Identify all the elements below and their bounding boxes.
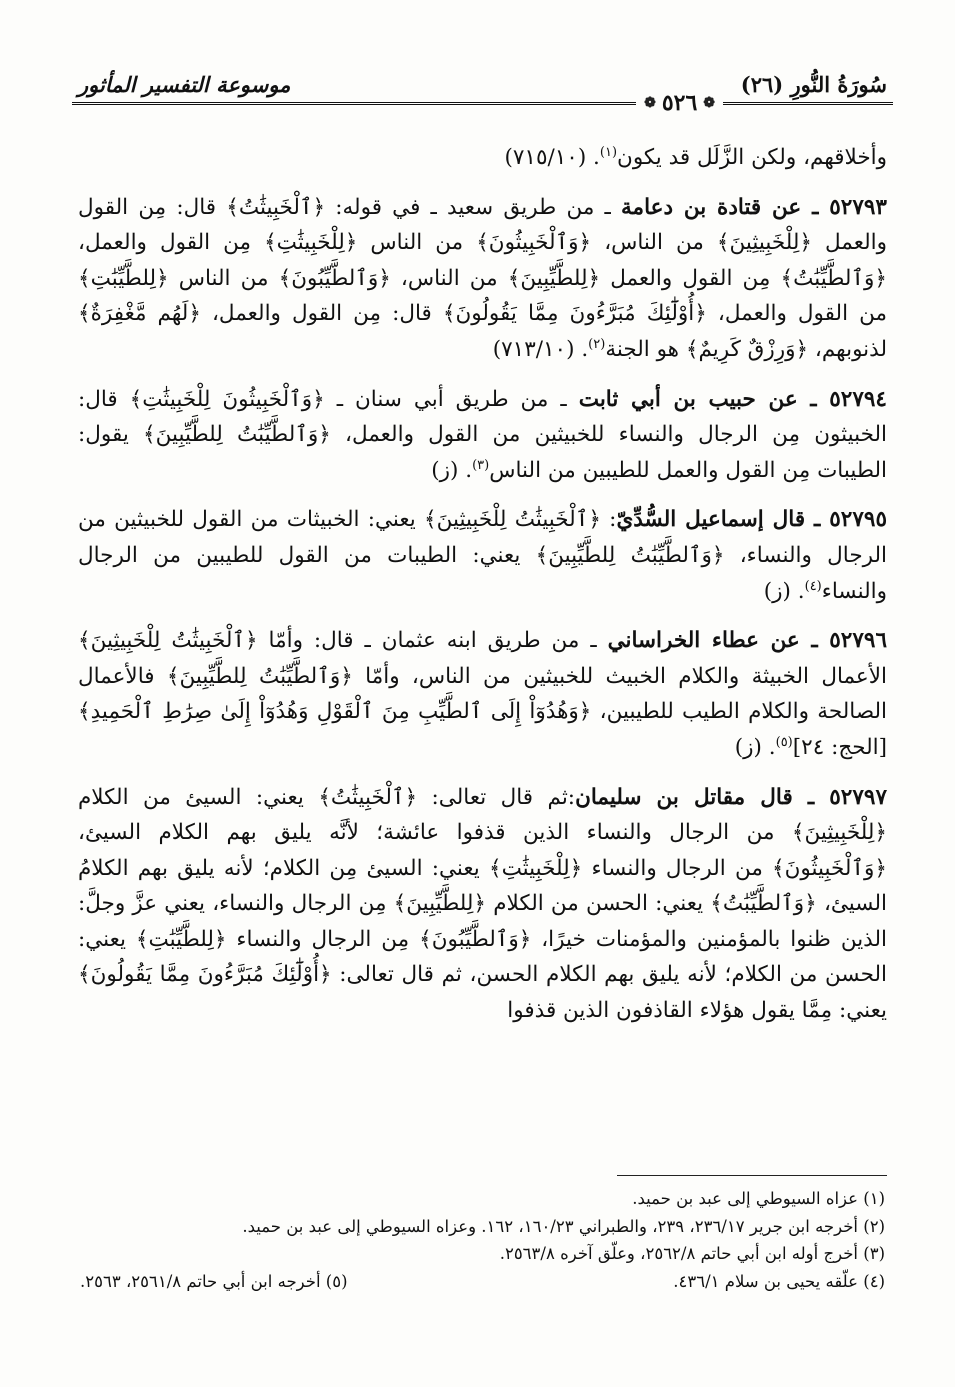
paragraph-text: ـ من طريق سعيد ـ في قوله: ﴿ٱلْخَبِيثَٰتُ﴾ قال: مِن القول والعمل ﴿لِلْخَبِيثِينَ﴾ من الناس، ﴿وَٱلْخَبِيثُونَ﴾ من الناس ﴿لِلْخَبِيثَٰتِ﴾ مِن القول والعمل، ﴿وَٱلطَّيِّبَٰتُ﴾ مِن القول والعمل ﴿لِلطَّيِّبِينَ﴾ من الناس، ﴿وَٱلطَّيِّبُونَ﴾ من الناس ﴿لِلطَّيِّبَٰتِ﴾ من القول والعمل، ﴿أُوْلَٰٓئِكَ مُبَرَّءُونَ مِمَّا يَقُولُونَ﴾ قال: مِن القول والعمل، ﴿لَهُم مَّغْفِرَةٌ﴾ لذنوبهم، ﴿وَرِزْقٌ كَرِيمٌ﴾ هو الجنة bbox=[78, 194, 887, 362]
footnote-ref[interactable]: (١) bbox=[599, 144, 618, 160]
footnote-5: (٥) أخرجه ابن أبي حاتم ٢٥٦١/٨، ٢٥٦٣. bbox=[80, 1271, 348, 1291]
narration-52794 bbox=[78, 382, 887, 489]
paragraph-text: :ثم قال تعالى: ﴿ٱلْخَبِيثَٰتُ﴾ يعني: السيئ من الكلام ﴿لِلْخَبِيثِينَ﴾ من الرجال والنساء الذين قذفوا عائشة؛ لأنَّه يليق بهم الكلام السيئ، ﴿وَٱلْخَبِيثُونَ﴾ من الرجال والنساء ﴿لِلْخَبِيثَٰتِ﴾ يعني: السيئ مِن الكلام؛ لأنه يليق بهم الكلامُ السيئ، ﴿وَٱلطَّيِّبَٰتُ﴾ يعني: الحسن من الكلام ﴿لِلطَّيِّبِينَ﴾ مِن الرجال والنساء، يعني عزَّ وجلَّ: الذين ظنوا بالمؤمنين والمؤمنات خيرًا، ﴿وَٱلطَّيِّبُونَ﴾ مِن الرجال والنساء ﴿لِلطَّيِّبَٰتِ﴾ يعني: الحسن من الكلام؛ لأنه يليق بهم الكلام الحسن، ثم قال تعالى: ﴿أُوْلَٰٓئِكَ مُبَرَّءُونَ مِمَّا يَقُولُونَ﴾ يعني: مِمَّا يقول هؤلاء القاذفون الذين قذفوا bbox=[78, 784, 887, 1024]
ornament-icon: ❁ bbox=[703, 95, 715, 111]
footnote-3: (٣) أخرج أوله ابن أبي حاتم ٢٥٦٢/٨، وعلّق آخره ٢٥٦٣/٨. bbox=[499, 1244, 885, 1263]
surah-header bbox=[741, 72, 887, 97]
narration-number: ٥٢٧٩٥ ـ قال bbox=[763, 507, 887, 533]
narration-number: ٥٢٧٩٣ ـ عن bbox=[761, 194, 887, 220]
surah-title: سُورَةُ النُّورِ bbox=[790, 72, 887, 97]
volume-reference: . (ز) bbox=[763, 578, 805, 604]
footnote-row bbox=[80, 1268, 885, 1296]
volume-reference: . (ز) bbox=[431, 457, 473, 483]
footnote-ref[interactable]: (٥) bbox=[775, 734, 793, 750]
footnote-ref[interactable]: (٣) bbox=[472, 457, 490, 473]
narrator-name: إسماعيل السُّدِّيّ bbox=[616, 507, 764, 533]
paragraph-text: ـ من طريق أبي سنان ـ ﴿وَٱلْخَبِيثُونَ لِلْخَبِيثَٰتِ﴾ قال: الخبيثون مِن الرجال والنساء للخبيثين من القول والعمل، ﴿وَٱلطَّيِّبَٰتُ لِلطَّيِّبِينَ﴾ يقول: الطيبات مِن القول والعمل للطيبين من الناس bbox=[78, 386, 887, 483]
footnote-2: (٢) أخرجه ابن جرير ٢٣٦/١٧، ٢٣٩، والطبراني ١٦٠/٢٣، ١٦٢. وعزاه السيوطي إلى عبد بن حميد. bbox=[242, 1216, 885, 1236]
footnotes bbox=[80, 1185, 885, 1295]
surah-number: (٢٦) bbox=[740, 72, 784, 97]
volume-reference: . (ز) bbox=[734, 734, 776, 760]
narration-number: ٥٢٧٩٦ ـ عن bbox=[758, 628, 887, 654]
narration-52793 bbox=[78, 190, 887, 368]
volume-reference: . (٧١٥/١٠) bbox=[504, 145, 600, 170]
footnote-ref[interactable]: (٤) bbox=[804, 578, 822, 594]
footnote-ref[interactable]: (٢) bbox=[588, 336, 606, 352]
narrator-name: مقاتل بن سليمان bbox=[575, 784, 746, 810]
paragraph-continuation bbox=[78, 140, 887, 176]
paragraph-text: وأخلاقهم، ولكن الزَّلَل قد يكون bbox=[617, 145, 887, 170]
paragraph-text: ـ من طريق ابنه عثمان ـ قال: وأمّا ﴿ٱلْخَبِيثَٰتُ لِلْخَبِيثِينَ﴾ الأعمال الخبيثة والكلام الخبيث للخبيثين من الناس، وأمّا ﴿وَٱلطَّيِّبَٰتُ لِلطَّيِّبِينَ﴾ فالأعمال الصالحة والكلام الطيب للطيبين، ﴿وَهُدُوٓاْ إِلَى ٱلطَّيِّبِ مِنَ ٱلْقَوْلِ وَهُدُوٓاْ إِلَىٰ صِرَٰطِ ٱلْحَمِيدِ﴾ [الحج: ٢٤] bbox=[78, 628, 887, 760]
footnote-separator bbox=[617, 1175, 887, 1176]
narrator-name: حبيب بن أبي ثابت bbox=[578, 386, 756, 412]
volume-reference: . (٧١٣/١٠) bbox=[492, 336, 589, 362]
footnote-1: (١) عزاه السيوطي إلى عبد بن حميد. bbox=[632, 1189, 885, 1208]
page-header bbox=[72, 68, 893, 114]
main-text bbox=[78, 140, 887, 1029]
narration-52796 bbox=[78, 623, 887, 765]
narrator-name: عطاء الخراساني bbox=[607, 628, 759, 654]
narration-number: ٥٢٧٩٤ ـ عن bbox=[755, 386, 887, 412]
paragraph-text: : ﴿ٱلْخَبِيثَٰتُ لِلْخَبِيثِينَ﴾ يعني: الخبيثات من القول للخبيثين من الرجال والنساء، ﴿وَٱلطَّيِّبَٰتُ لِلطَّيِّبِينَ﴾ يعني: الطيبات من القول للطيبين من الرجال والنساء bbox=[78, 507, 887, 604]
ornament-icon: ❁ bbox=[644, 95, 656, 111]
narrator-name: قتادة بن دعامة bbox=[621, 194, 762, 220]
page-number-box bbox=[636, 90, 723, 116]
narration-52795 bbox=[78, 502, 887, 609]
narration-number: ٥٢٧٩٧ ـ قال bbox=[745, 784, 887, 810]
narration-52797 bbox=[78, 780, 887, 1029]
footnote-4: (٤) علّقه يحيى بن سلام ٤٣٦/١. bbox=[673, 1271, 885, 1291]
header-rule bbox=[72, 102, 893, 105]
page-number: ٥٢٦ bbox=[661, 90, 698, 116]
book-title: موسوعة التفسير المأثور bbox=[78, 72, 291, 97]
